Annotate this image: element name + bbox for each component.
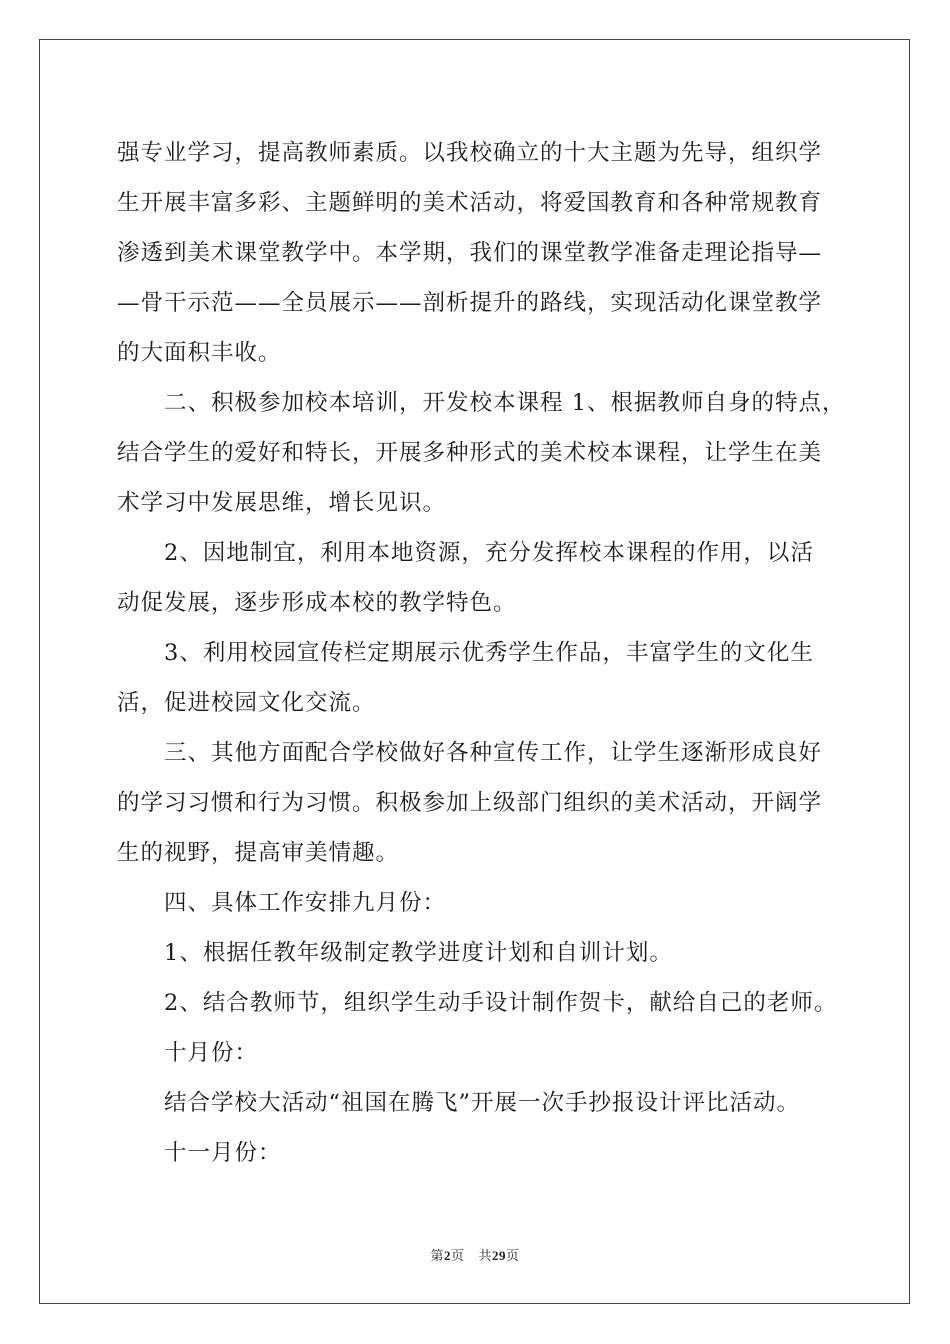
text-line: 术学习中发展思维，增长见识。	[117, 490, 447, 516]
page-suffix: 页	[451, 1249, 465, 1264]
text-line: 三、其他方面配合学校做好各种宣传工作，让学生逐渐形成良好	[164, 740, 823, 766]
page-prefix: 第	[430, 1249, 445, 1264]
text-line: 二、积极参加校本培训，开发校本课程 1、根据教师自身的特点，	[164, 390, 846, 416]
document-body	[117, 128, 846, 1178]
text-line: 动促发展，逐步形成本校的教学特色。	[117, 590, 517, 616]
text-line: 2、因地制宜，利用本地资源，充分发挥校本课程的作用，以活	[164, 540, 814, 566]
text-line: 十一月份：	[164, 1140, 282, 1166]
text-line: 的学习习惯和行为习惯。积极参加上级部门组织的美术活动，开阔学	[117, 790, 823, 816]
text-line: 2、结合教师节，组织学生动手设计制作贺卡，献给自己的老师。	[164, 990, 838, 1016]
text-line: 的大面积丰收。	[117, 340, 282, 366]
text-line: 1、根据任教年级制定教学进度计划和自训计划。	[164, 940, 673, 966]
text-line: 结合学校大活动“祖国在腾飞”开展一次手抄报设计评比活动。	[164, 1090, 801, 1116]
text-line: 3、利用校园宣传栏定期展示优秀学生作品，丰富学生的文化生	[164, 640, 814, 666]
text-line: 活，促进校园文化交流。	[117, 690, 376, 716]
total-suffix: 页	[505, 1249, 520, 1264]
text-line: 强专业学习，提高教师素质。以我校确立的十大主题为先导，组织学	[117, 140, 823, 166]
text-line: —骨干示范——全员展示——剖析提升的路线，实现活动化课堂教学	[117, 290, 823, 316]
text-line: 十月份：	[164, 1040, 259, 1066]
text-line: 生开展丰富多彩、主题鲜明的美术活动，将爱国教育和各种常规教育	[117, 190, 823, 216]
text-line: 渗透到美术课堂教学中。本学期，我们的课堂教学准备走理论指导—	[117, 240, 823, 266]
text-line: 四、具体工作安排九月份：	[164, 890, 447, 916]
text-line: 生的视野，提高审美情趣。	[117, 840, 400, 866]
page-footer	[0, 1245, 950, 1264]
page-number: 2	[444, 1248, 452, 1263]
text-line: 结合学生的爱好和特长，开展多种形式的美术校本课程，让学生在美	[117, 440, 823, 466]
total-prefix: 共	[478, 1249, 492, 1264]
total-pages: 29	[491, 1248, 506, 1263]
